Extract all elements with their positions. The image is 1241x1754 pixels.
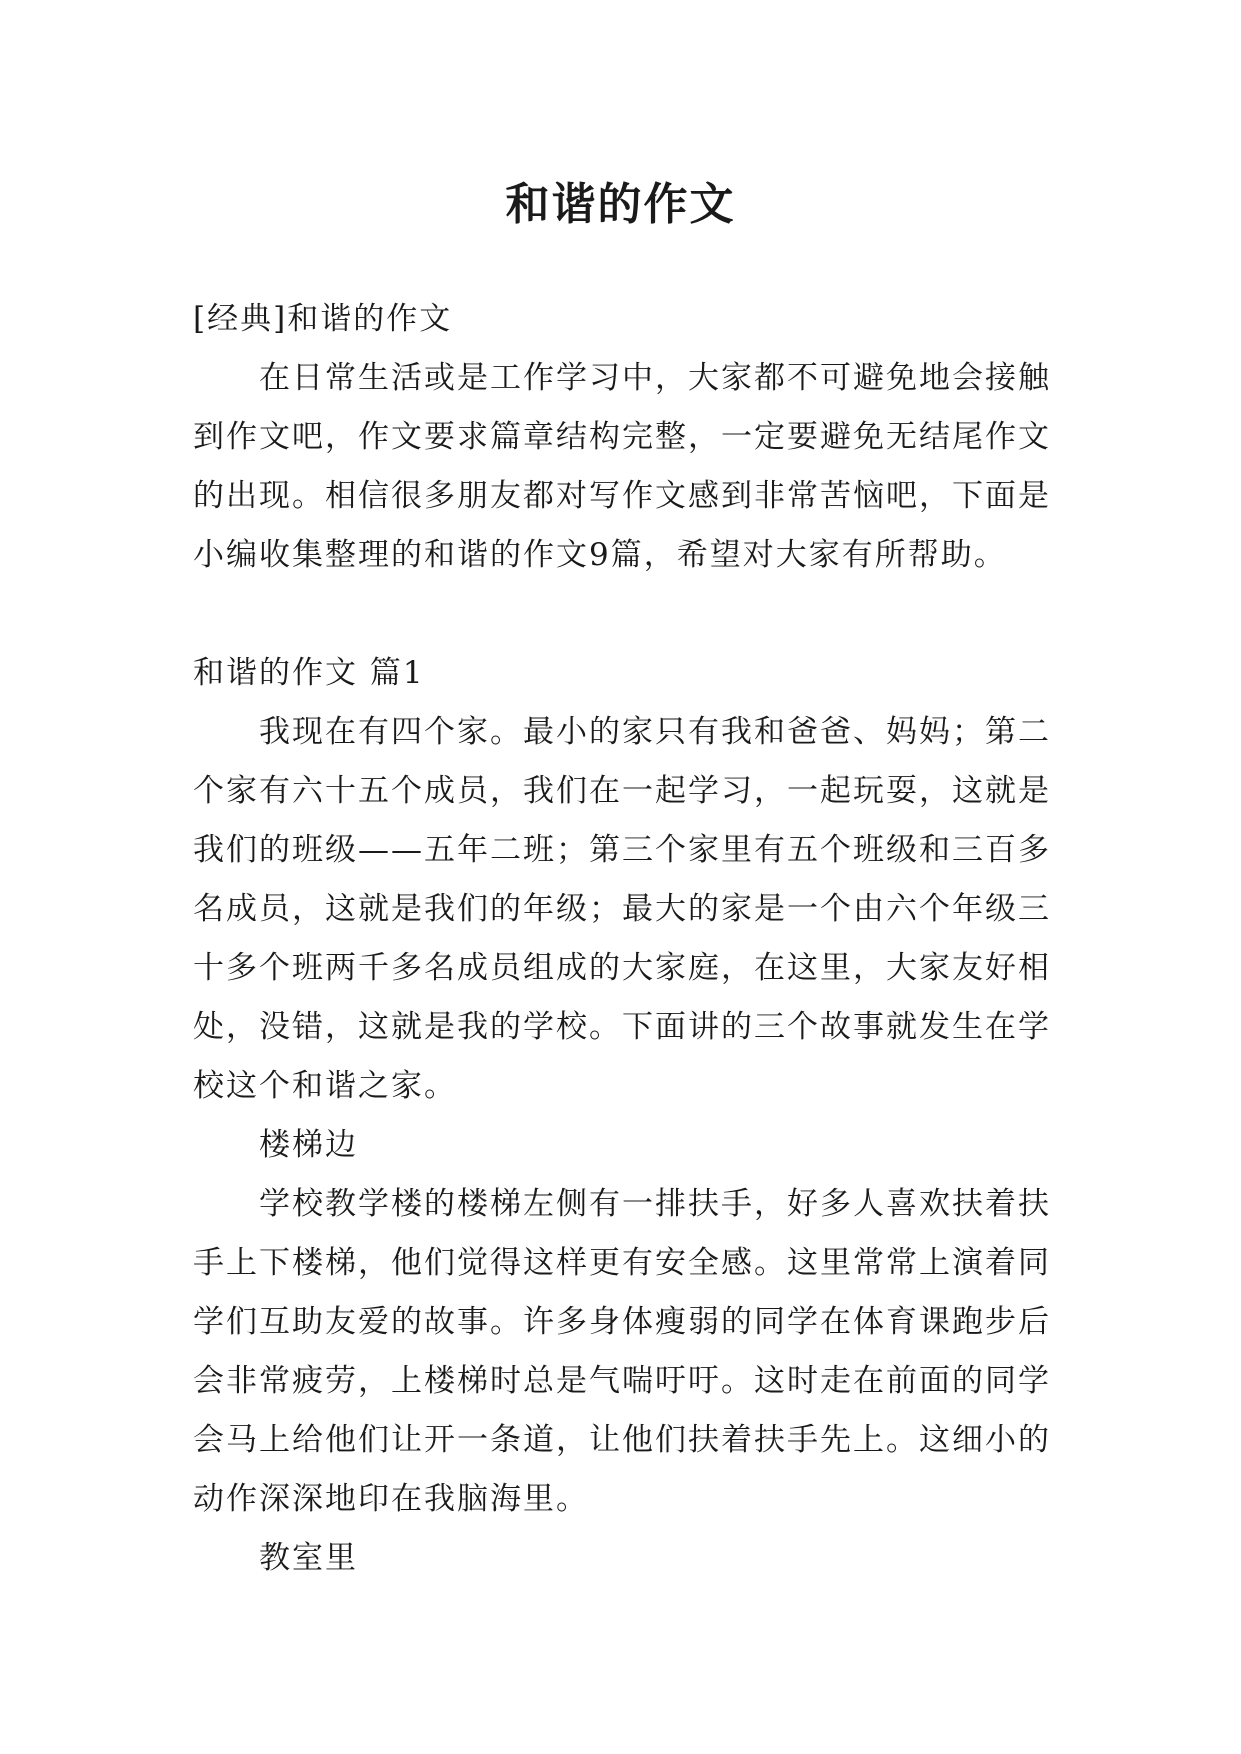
body-paragraph: 学校教学楼的楼梯左侧有一排扶手，好多人喜欢扶着扶手上下楼梯，他们觉得这样更有安全感。这里常常上演着同学们互助友爱的故事。许多身体瘦弱的同学在体育课跑步后会非常疲劳，上楼梯时总是气喘吁吁。这时走在前面的同学会马上给他们让开一条道，让他们扶着扶手先上。这细小的动作深深地印在我脑海里。 (193, 1186, 1051, 1517)
subheading-classroom: 教室里 (259, 1540, 358, 1576)
section-heading: 和谐的作文 篇1 (193, 655, 425, 691)
body-paragraph: 我现在有四个家。最小的家只有我和爸爸、妈妈；第二个家有六十五个成员，我们在一起学习，一起玩耍，这就是我们的班级——五年二班；第三个家里有五个班级和三百多名成员，这就是我们的年级；最大的家是一个由六个年级三十多个班两千多名成员组成的大家庭，在这里，大家友好相处，没错，这就是我的学校。下面讲的三个故事就发生在学校这个和谐之家。 (193, 714, 1051, 1104)
document-title: 和谐的作文 (505, 179, 736, 231)
subheading-stairs: 楼梯边 (259, 1127, 358, 1163)
intro-paragraph: 在日常生活或是工作学习中，大家都不可避免地会接触到作文吧，作文要求篇章结构完整，一定要避免无结尾作文的出现。相信很多朋友都对写作文感到非常苦恼吧，下面是小编收集整理的和谐的作文9篇，希望对大家有所帮助。 (193, 360, 1051, 573)
document-subtitle: [经典]和谐的作文 (193, 301, 453, 337)
document-body (193, 290, 1051, 1588)
